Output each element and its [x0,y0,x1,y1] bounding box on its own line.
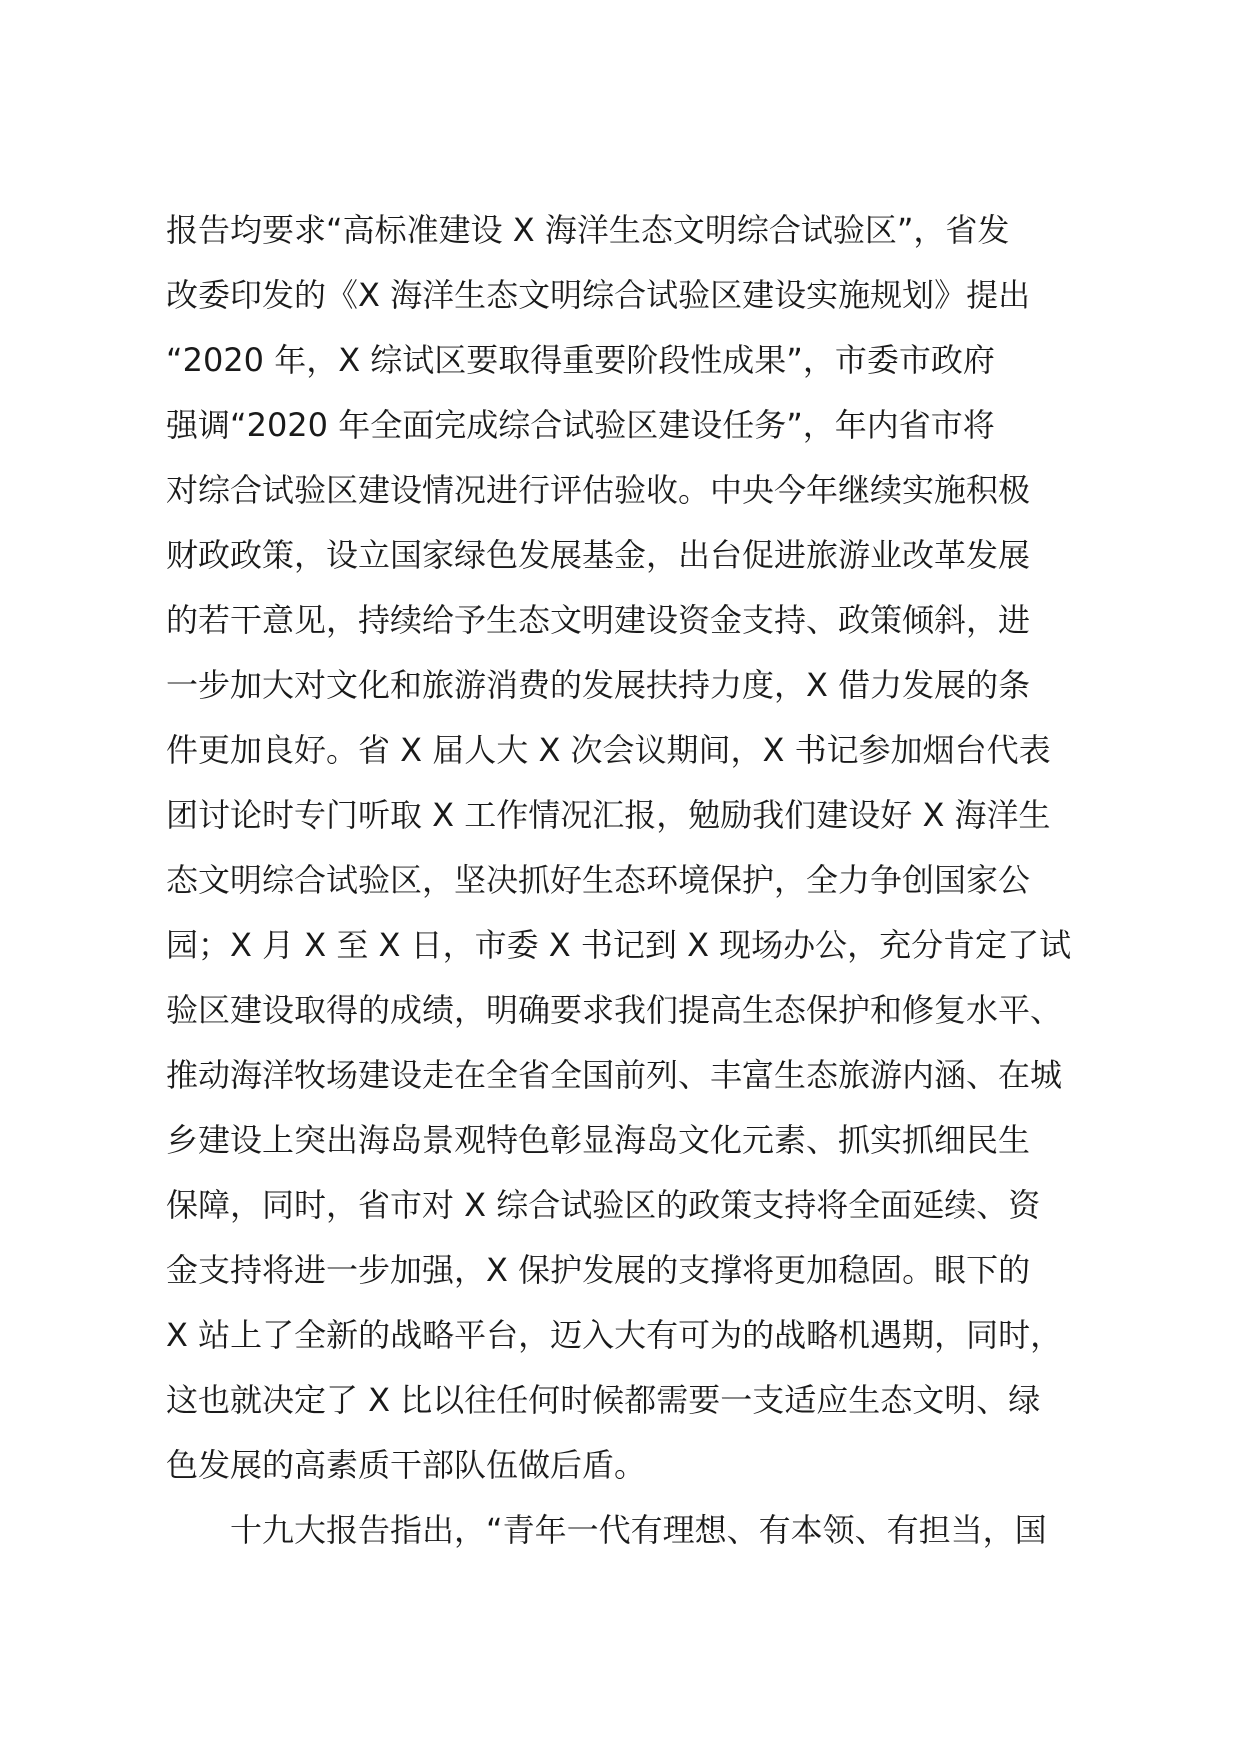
text-line: 园；X 月 X 至 X 日，市委 X 书记到 X 现场办公，充分肯定了试 [166,926,1072,964]
text-line: 验区建设取得的成绩，明确要求我们提高生态保护和修复水平、 [166,991,1063,1029]
text-line: 改委印发的《X 海洋生态文明综合试验区建设实施规划》提出 [166,276,1031,314]
text-line: X 站上了全新的战略平台，迈入大有可为的战略机遇期，同时， [166,1316,1063,1354]
text-line: 强调“2020 年全面完成综合试验区建设任务”，年内省市将 [166,406,995,444]
text-line: 推动海洋牧场建设走在全省全国前列、丰富生态旅游内涵、在城 [166,1056,1063,1094]
text-line: 对综合试验区建设情况进行评估验收。中央今年继续实施积极 [166,471,1031,509]
text-line: 报告均要求“高标准建设 X 海洋生态文明综合试验区”，省发 [166,211,1010,249]
paragraph-1 [166,198,1166,1498]
document-body [166,198,1166,1563]
text-line: 保障，同时，省市对 X 综合试验区的政策支持将全面延续、资 [166,1186,1041,1224]
text-line: 的若干意见，持续给予生态文明建设资金支持、政策倾斜，进 [166,601,1031,639]
text-line: 这也就决定了 X 比以往任何时候都需要一支适应生态文明、绿 [166,1381,1041,1419]
text-line: 十九大报告指出，“青年一代有理想、有本领、有担当，国 [230,1511,1047,1549]
text-line: “2020 年，X 综试区要取得重要阶段性成果”，市委市政府 [166,341,995,379]
text-line: 件更加良好。省 X 届人大 X 次会议期间，X 书记参加烟台代表 [166,731,1051,769]
text-line: 金支持将进一步加强，X 保护发展的支撑将更加稳固。眼下的 [166,1251,1031,1289]
text-line: 态文明综合试验区，坚决抓好生态环境保护，全力争创国家公 [166,861,1031,899]
paragraph-2 [166,1498,1166,1563]
text-line: 一步加大对文化和旅游消费的发展扶持力度，X 借力发展的条 [166,666,1031,704]
text-line: 财政政策，设立国家绿色发展基金，出台促进旅游业改革发展 [166,536,1031,574]
text-line: 团讨论时专门听取 X 工作情况汇报，勉励我们建设好 X 海洋生 [166,796,1051,834]
text-line: 乡建设上突出海岛景观特色彰显海岛文化元素、抓实抓细民生 [166,1121,1031,1159]
text-line: 色发展的高素质干部队伍做后盾。 [166,1446,647,1484]
